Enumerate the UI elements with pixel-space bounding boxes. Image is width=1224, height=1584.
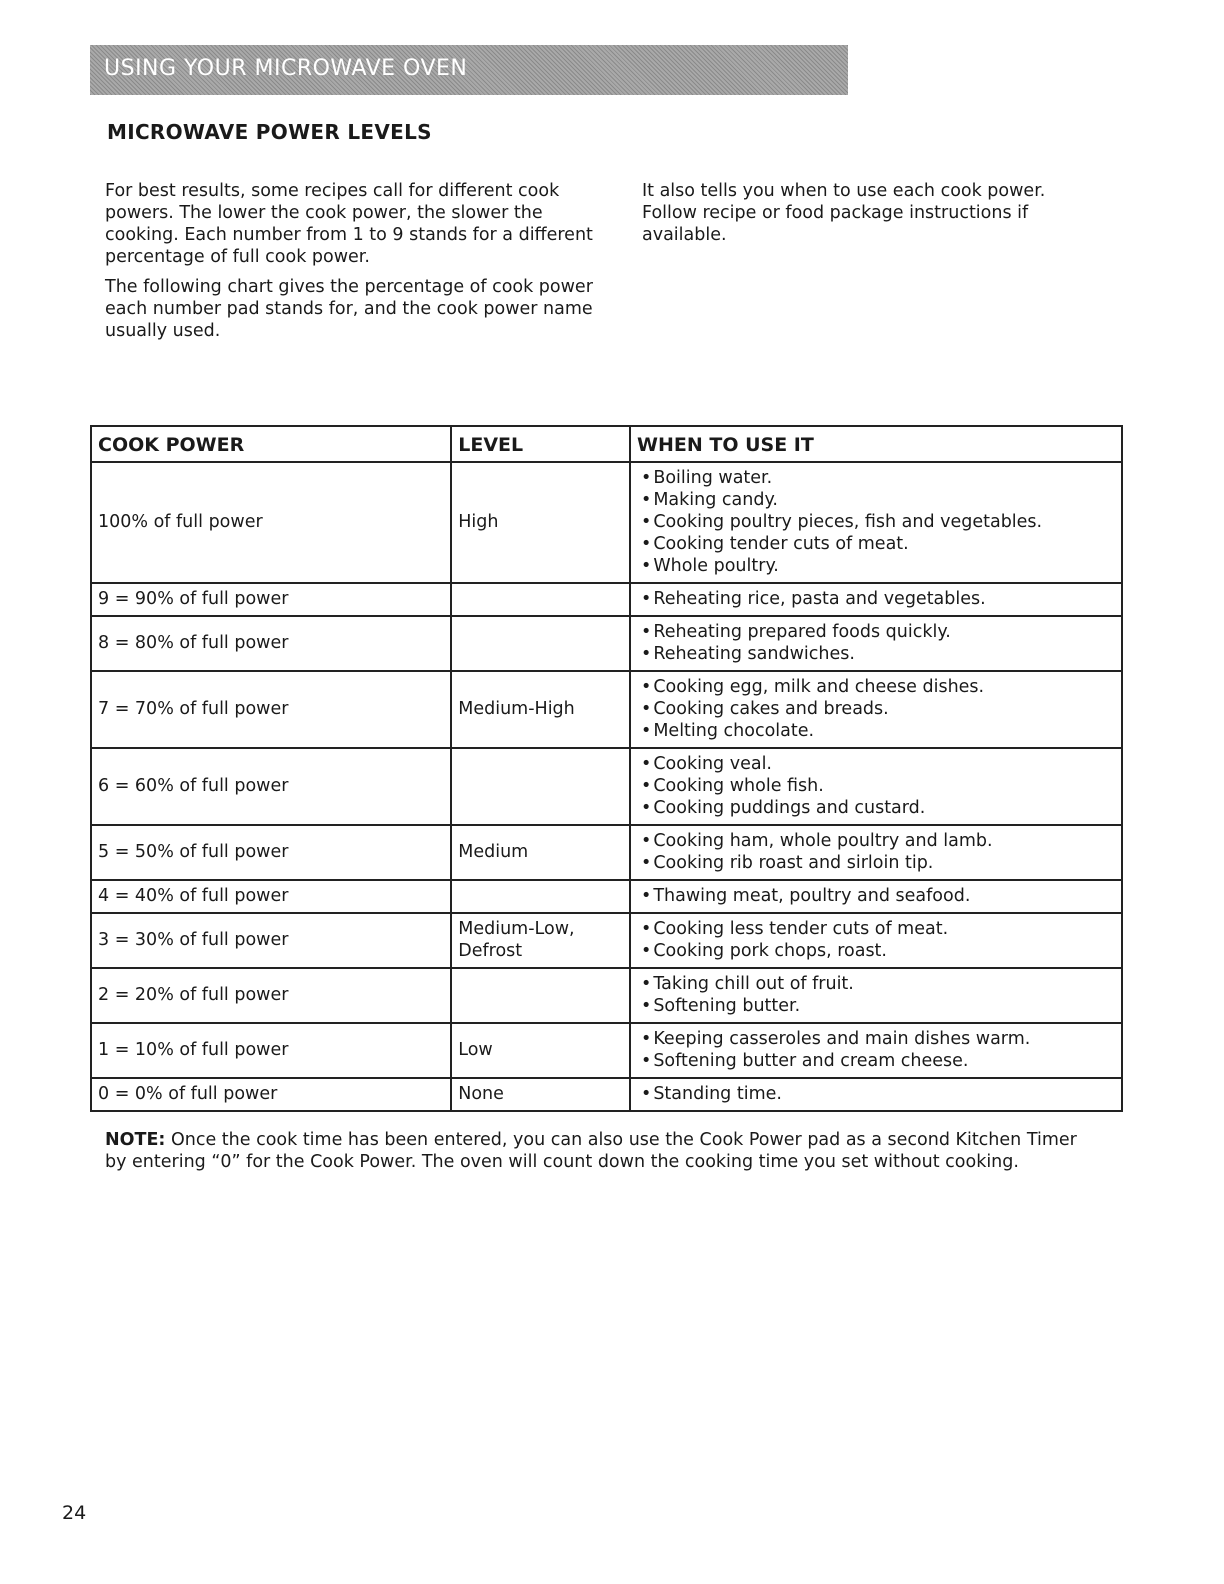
page-heading: MICROWAVE POWER LEVELS xyxy=(107,120,432,144)
usage-item: • Melting chocolate. xyxy=(641,720,1115,742)
cook-power-cell: 3 = 30% of full power xyxy=(91,913,451,968)
usage-item: • Whole poultry. xyxy=(641,555,1115,577)
usage-list xyxy=(637,467,1115,577)
level-cell xyxy=(451,616,630,671)
usage-item: • Reheating rice, pasta and vegetables. xyxy=(641,588,1115,610)
table-row xyxy=(91,880,1122,913)
level-cell xyxy=(451,748,630,825)
table-header-row xyxy=(91,426,1122,462)
usage-item: • Cooking puddings and custard. xyxy=(641,797,1115,819)
intro-paragraph: The following chart gives the percentage of cook power each number pad stands for, and the cook power name usually used. xyxy=(105,277,593,341)
note xyxy=(105,1129,1095,1173)
when-to-use-cell xyxy=(630,1078,1122,1111)
usage-list xyxy=(637,676,1115,742)
usage-list xyxy=(637,885,1115,907)
table-row xyxy=(91,1078,1122,1111)
when-to-use-cell xyxy=(630,671,1122,748)
level-cell: Medium-High xyxy=(451,671,630,748)
usage-list xyxy=(637,1083,1115,1105)
usage-item: • Thawing meat, poultry and seafood. xyxy=(641,885,1115,907)
column-header-when-to-use: WHEN TO USE IT xyxy=(630,426,1122,462)
usage-item: • Reheating sandwiches. xyxy=(641,643,1115,665)
power-levels-table xyxy=(90,425,1123,1112)
usage-item: • Taking chill out of fruit. xyxy=(641,973,1115,995)
usage-item: • Cooking less tender cuts of meat. xyxy=(641,918,1115,940)
when-to-use-cell xyxy=(630,968,1122,1023)
usage-item: • Cooking whole fish. xyxy=(641,775,1115,797)
usage-item: • Softening butter. xyxy=(641,995,1115,1017)
usage-item: • Making candy. xyxy=(641,489,1115,511)
intro-left-column xyxy=(105,180,605,350)
cook-power-cell: 100% of full power xyxy=(91,462,451,583)
section-banner xyxy=(90,45,848,95)
intro-paragraph: For best results, some recipes call for different cook powers. The lower the cook power, the slower the cooking. Each number from 1 to 9 stands for a different percentage of full cook power. xyxy=(105,181,593,267)
cook-power-cell: 1 = 10% of full power xyxy=(91,1023,451,1078)
usage-item: • Boiling water. xyxy=(641,467,1115,489)
table-row xyxy=(91,616,1122,671)
when-to-use-cell xyxy=(630,880,1122,913)
table-row xyxy=(91,1023,1122,1078)
note-label: NOTE: xyxy=(105,1130,166,1150)
column-header-level: LEVEL xyxy=(451,426,630,462)
cook-power-cell: 4 = 40% of full power xyxy=(91,880,451,913)
level-cell: None xyxy=(451,1078,630,1111)
usage-item: • Cooking veal. xyxy=(641,753,1115,775)
table-body xyxy=(91,462,1122,1111)
level-cell xyxy=(451,880,630,913)
when-to-use-cell xyxy=(630,462,1122,583)
usage-item: • Cooking egg, milk and cheese dishes. xyxy=(641,676,1115,698)
note-text: Once the cook time has been entered, you can also use the Cook Power pad as a second Kitchen Timer by entering “0” for the Cook Power. The oven will count down the cooking time you set without cooking. xyxy=(105,1130,1077,1172)
level-cell: Medium xyxy=(451,825,630,880)
level-cell: Medium-Low, Defrost xyxy=(451,913,630,968)
usage-list xyxy=(637,973,1115,1017)
usage-item: • Cooking tender cuts of meat. xyxy=(641,533,1115,555)
usage-item: • Reheating prepared foods quickly. xyxy=(641,621,1115,643)
usage-item: • Standing time. xyxy=(641,1083,1115,1105)
usage-list xyxy=(637,753,1115,819)
column-header-cook-power: COOK POWER xyxy=(91,426,451,462)
intro-paragraph: It also tells you when to use each cook power. Follow recipe or food package instructions if available. xyxy=(642,181,1046,245)
table-row xyxy=(91,748,1122,825)
page-number: 24 xyxy=(62,1502,87,1524)
table-row xyxy=(91,825,1122,880)
table-row xyxy=(91,583,1122,616)
table-row xyxy=(91,913,1122,968)
usage-list xyxy=(637,918,1115,962)
cook-power-cell: 8 = 80% of full power xyxy=(91,616,451,671)
cook-power-cell: 2 = 20% of full power xyxy=(91,968,451,1023)
when-to-use-cell xyxy=(630,583,1122,616)
table-row xyxy=(91,968,1122,1023)
level-cell xyxy=(451,968,630,1023)
usage-item: • Cooking pork chops, roast. xyxy=(641,940,1115,962)
table-row xyxy=(91,671,1122,748)
usage-item: • Softening butter and cream cheese. xyxy=(641,1050,1115,1072)
usage-item: • Cooking ham, whole poultry and lamb. xyxy=(641,830,1115,852)
cook-power-cell: 5 = 50% of full power xyxy=(91,825,451,880)
when-to-use-cell xyxy=(630,825,1122,880)
level-cell xyxy=(451,583,630,616)
banner-title: USING YOUR MICROWAVE OVEN xyxy=(104,56,468,81)
usage-list xyxy=(637,588,1115,610)
table-row xyxy=(91,462,1122,583)
usage-item: • Cooking cakes and breads. xyxy=(641,698,1115,720)
usage-list xyxy=(637,1028,1115,1072)
cook-power-cell: 0 = 0% of full power xyxy=(91,1078,451,1111)
cook-power-cell: 7 = 70% of full power xyxy=(91,671,451,748)
cook-power-cell: 6 = 60% of full power xyxy=(91,748,451,825)
usage-item: • Cooking poultry pieces, fish and vegetables. xyxy=(641,511,1115,533)
intro-right-column xyxy=(642,180,1102,254)
cook-power-cell: 9 = 90% of full power xyxy=(91,583,451,616)
level-cell: Low xyxy=(451,1023,630,1078)
when-to-use-cell xyxy=(630,913,1122,968)
level-cell: High xyxy=(451,462,630,583)
usage-list xyxy=(637,621,1115,665)
usage-item: • Cooking rib roast and sirloin tip. xyxy=(641,852,1115,874)
usage-item: • Keeping casseroles and main dishes warm. xyxy=(641,1028,1115,1050)
usage-list xyxy=(637,830,1115,874)
when-to-use-cell xyxy=(630,748,1122,825)
when-to-use-cell xyxy=(630,1023,1122,1078)
when-to-use-cell xyxy=(630,616,1122,671)
